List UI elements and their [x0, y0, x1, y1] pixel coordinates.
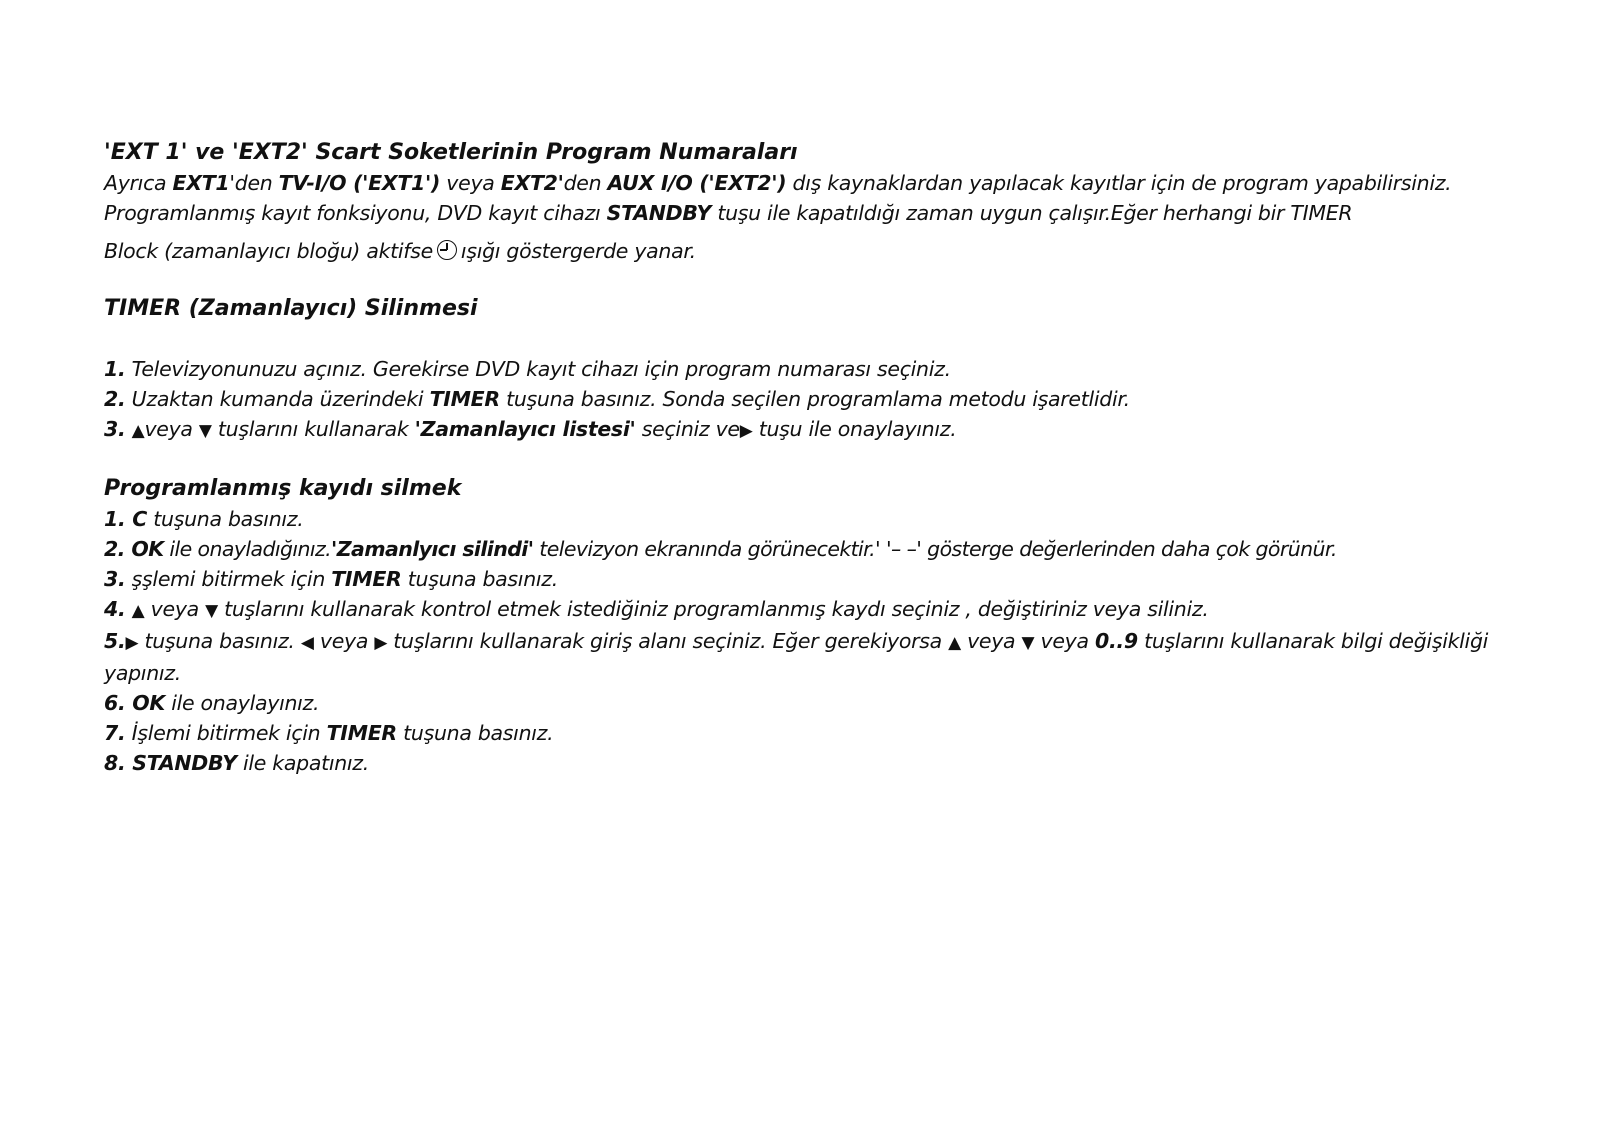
list-item [104, 748, 1544, 778]
bold-text: OK [125, 691, 166, 715]
step-number: 4. [104, 597, 126, 621]
text: tuşuna basınız. [396, 721, 554, 745]
up-arrow-icon: ▲ [948, 633, 961, 653]
list-item [104, 534, 1544, 564]
text: Televizyonunuzu açınız. Gerekirse DVD kayıt cihazı için program numarası seçiniz. [125, 357, 951, 381]
bold-text: EXT1 [172, 171, 230, 195]
bold-text: STANDBY [125, 751, 237, 775]
text: tuşu ile onaylayınız. [752, 417, 957, 441]
bold-text: 'Zamanlyıcı silindi' [331, 537, 534, 561]
text: veya [313, 629, 375, 653]
ext-paragraph-2 [104, 198, 1544, 228]
bold-text: TIMER [326, 721, 397, 745]
text: den [563, 171, 608, 195]
step-number: 1. [104, 507, 126, 531]
bold-text: STANDBY [606, 201, 712, 225]
text: ile onaylayınız. [165, 691, 320, 715]
step-number: 6. [104, 691, 126, 715]
section-delete-title: Programlanmış kayıdı silmek [104, 476, 462, 501]
left-arrow-icon: ◀ [300, 633, 314, 653]
down-arrow-icon: ▼ [1021, 633, 1035, 653]
text: tuşlarını kullanarak [211, 417, 415, 441]
text: veya [1034, 629, 1095, 653]
text: Block (zamanlayıcı bloğu) aktifse [104, 239, 433, 263]
bold-text: TV-I/O ('EXT1') [278, 171, 441, 195]
right-arrow-icon: ▶ [125, 633, 139, 653]
text: Uzaktan kumanda üzerindeki [125, 387, 430, 411]
text: Ayrıca [104, 171, 173, 195]
bold-text: OK [124, 537, 164, 561]
manual-page [104, 138, 1544, 778]
down-arrow-icon: ▼ [198, 421, 212, 441]
text: tuşu ile kapatıldığı zaman uygun çalışır.Eğer herhangi bir TIMER [711, 201, 1353, 225]
bold-text: 0..9 [1094, 629, 1138, 653]
list-item [104, 564, 1544, 594]
ext-paragraph-1 [104, 168, 1544, 198]
section-timer-title: TIMER (Zamanlayıcı) Silinmesi [104, 296, 478, 321]
text: veya [960, 629, 1022, 653]
step-number: 5. [104, 629, 126, 653]
section-ext-scart [104, 138, 1544, 266]
section-timer-delete [104, 294, 1544, 446]
bold-text: C [125, 507, 148, 531]
text: tuşlarını kullanarak giriş alanı seçiniz. Eğer gerekiyorsa [387, 629, 949, 653]
list-item [104, 414, 1544, 446]
list-item [104, 718, 1544, 748]
up-arrow-icon: ▲ [131, 421, 145, 441]
step-number: 7. [104, 721, 126, 745]
ext-paragraph-3 [104, 236, 1544, 266]
list-item [104, 384, 1544, 414]
bold-text: 'Zamanlayıcı listesi' [414, 417, 636, 441]
list-item [104, 354, 1544, 384]
text: Programlanmış kayıt fonksiyonu, DVD kayıt cihazı [104, 201, 607, 225]
text: ile onayladığınız. [163, 537, 332, 561]
step-number: 1. [104, 357, 126, 381]
bold-text: AUX I/O ('EXT2') [607, 171, 787, 195]
text: tuşuna basınız. [147, 507, 304, 531]
text: tuşuna basınız. [138, 629, 301, 653]
text: seçiniz ve [635, 417, 740, 441]
bold-text: EXT2' [500, 171, 564, 195]
text: dış kaynaklardan yapılacak kayıtlar için de program yapabilirsiniz. [786, 171, 1452, 195]
list-item [104, 626, 1494, 688]
text: şşlemi bitirmek için [125, 567, 332, 591]
right-arrow-icon: ▶ [739, 421, 753, 441]
list-item [104, 594, 1544, 626]
step-number: 2. [104, 387, 126, 411]
step-number: 3. [104, 567, 126, 591]
text: veya [440, 171, 501, 195]
list-item [104, 504, 1544, 534]
up-arrow-icon: ▲ [131, 601, 145, 621]
section-delete-record [104, 474, 1544, 778]
bold-text: TIMER [429, 387, 500, 411]
text: veya [144, 597, 206, 621]
section-ext-title: 'EXT 1' ve 'EXT2' Scart Soketlerinin Program Numaraları [104, 140, 798, 165]
step-number: 3. [104, 417, 126, 441]
list-item [104, 688, 1544, 718]
text: veya [144, 417, 199, 441]
text: televizyon ekranında görünecektir.' '– –' gösterge değerlerinden daha çok görünür. [533, 537, 1337, 561]
text: tuşlarını kullanarak bilgi değişikliği yapınız. [104, 629, 1489, 685]
down-arrow-icon: ▼ [205, 601, 218, 621]
right-arrow-icon: ▶ [374, 633, 388, 653]
text: 'den [229, 171, 279, 195]
clock-icon [437, 240, 457, 260]
text: tuşuna basınız. Sonda seçilen programlama metodu işaretlidir. [499, 387, 1130, 411]
text: tuşlarını kullanarak kontrol etmek istediğiniz programlanmış kaydı seçiniz , değiştiriniz veya siliniz. [217, 597, 1209, 621]
step-number: 8. [104, 751, 126, 775]
text: ışığı göstergerde yanar. [460, 239, 696, 263]
bold-text: TIMER [331, 567, 402, 591]
text: tuşuna basınız. [401, 567, 558, 591]
text: İşlemi bitirmek için [125, 721, 327, 745]
step-number: 2. [104, 537, 125, 561]
text: ile kapatınız. [236, 751, 369, 775]
